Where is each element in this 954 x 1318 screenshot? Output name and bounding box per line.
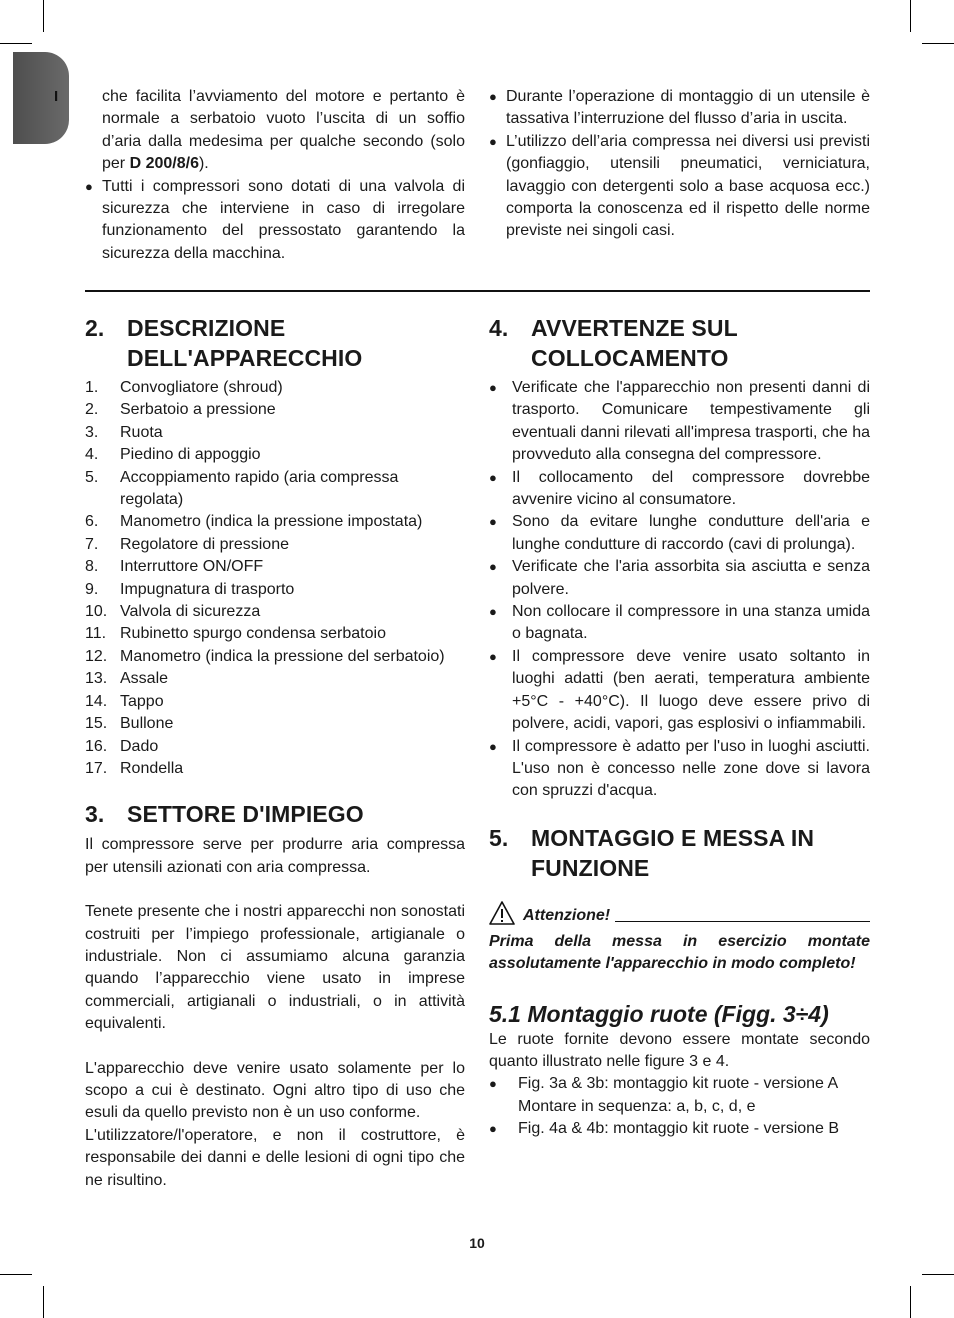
list-item-number: 9.: [85, 580, 99, 598]
section-4-heading: [489, 313, 870, 373]
warning-label: Attenzione!: [523, 906, 611, 924]
list-item-number: 7.: [85, 535, 99, 553]
section-5-heading: [489, 823, 870, 883]
list-item: [85, 444, 465, 466]
list-item: [85, 623, 465, 645]
bullet-item: [489, 1073, 870, 1118]
crop-mark: [43, 0, 44, 32]
section-title-line: AVVERTENZE SUL: [531, 315, 738, 341]
top-left-column: [85, 86, 465, 265]
bullet-item: [489, 1118, 870, 1140]
list-item: [85, 579, 465, 601]
bullet-dot: ●: [489, 1076, 497, 1092]
bullet-text: Montare in sequenza: a, b, c, d, e: [518, 1097, 756, 1115]
crop-mark: [922, 1274, 954, 1275]
bullet-dot: ●: [489, 1121, 497, 1137]
bullet-text: Fig. 3a & 3b: montaggio kit ruote - versione A: [518, 1075, 839, 1093]
list-item-number: 12.: [85, 647, 108, 665]
bullet-dot: ●: [489, 648, 497, 664]
warning-text: Prima della messa in esercizio montate assolutamente l'apparecchio in modo completo!: [489, 932, 870, 973]
list-item: [85, 713, 465, 735]
bullet-item: [489, 646, 870, 736]
list-item-text: Serbatoio a pressione: [120, 401, 276, 419]
bullet-dot: ●: [489, 604, 497, 620]
crop-mark: [910, 0, 911, 32]
section-title-line: FUNZIONE: [531, 854, 650, 881]
bullet-dot: ●: [489, 89, 497, 104]
paragraph-tail: ).: [198, 155, 209, 173]
section-title-line: DESCRIZIONE: [127, 315, 286, 341]
list-item-text: Piedino di appoggio: [120, 446, 261, 464]
list-item-number: 15.: [85, 715, 108, 733]
list-item-text: Rondella: [120, 759, 184, 777]
language-tab-label: I: [54, 88, 59, 105]
list-item: [85, 691, 465, 713]
section-title-line: SETTORE D'IMPIEGO: [127, 801, 364, 828]
list-item-text: Regolatore di pressione: [120, 535, 289, 553]
list-item-number: 1.: [85, 379, 99, 396]
section-number: 5.: [489, 824, 509, 851]
list-item: [85, 422, 465, 444]
bullet-text: Verificate che l'aria assorbita sia asciutta e senza polvere.: [512, 558, 870, 598]
list-item-text: Valvola di sicurezza: [120, 603, 261, 621]
list-item: [85, 646, 465, 668]
bullet-text: Il compressore deve venire usato soltanto in luoghi adatti (ben aerati, temperatura ambiente +5°C - +40°C). Il luogo deve essere privo di polvere, acidi, vapori, gas esplosivi o infiammabili.: [512, 647, 870, 733]
list-item: [85, 377, 465, 399]
bullet-dot: ●: [489, 469, 497, 485]
list-item-text: Tappo: [120, 692, 164, 710]
bullet-text: Fig. 4a & 4b: montaggio kit ruote - versione B: [518, 1120, 840, 1138]
list-item-number: 13.: [85, 670, 108, 688]
list-item-text: Convogliatore (shroud): [120, 379, 283, 396]
crop-mark: [43, 1286, 44, 1318]
list-item-text: Rubinetto spurgo condensa serbatoio: [120, 625, 386, 643]
bullet-text: Tutti i compressori sono dotati di una valvola di sicurezza che interviene in caso di irregolare funzionamento del pressostato garantendo la sicurezza della macchina.: [102, 177, 465, 262]
bullet-dot: ●: [489, 738, 497, 754]
bullet-item: [85, 176, 465, 266]
warning-rule: [615, 921, 870, 922]
bullet-item: [489, 736, 870, 803]
paragraph: Le ruote fornite devono essere montate secondo quanto illustrato nelle figure 3 e 4.: [489, 1030, 870, 1070]
section-title-line: DELL'APPARECCHIO: [127, 345, 363, 371]
parts-list: [85, 377, 465, 780]
section-3-heading: [85, 799, 465, 829]
list-item: [85, 467, 465, 512]
continued-paragraph: [85, 86, 465, 176]
language-tab: [13, 52, 69, 144]
crop-mark: [0, 1274, 32, 1275]
bullet-item: [489, 601, 870, 646]
section-5-1-heading: 5.1 Montaggio ruote (Figg. 3÷4): [489, 1000, 829, 1027]
list-item: [85, 511, 465, 533]
list-item-text: Accoppiamento rapido (aria compressa regolata): [120, 468, 399, 509]
right-column: [489, 313, 870, 1141]
section-divider: [85, 290, 870, 292]
bullet-text: Verificate che l'apparecchio non presenti danni di trasporto. Comunicare tempestivamente gli eventuali danni rilevati all'impresa trasporti, che ha provveduto alla consegna del compressore.: [512, 379, 870, 464]
bullet-dot: ●: [489, 133, 497, 149]
paragraph: Tenete presente che i nostri apparecchi non sonostati costruiti per l’impiego professionale, artigianale o industriale. Non ci assumiamo alcuna garanzia quando l’apparecchio viene usato in imprese commerciali, artigianali o industriali, o in attività equivalenti.: [85, 903, 465, 1033]
paragraph: Il compressore serve per produrre aria compressa per utensili azionati con aria compressa.: [85, 836, 465, 876]
list-item-number: 10.: [85, 603, 108, 621]
list-item: [85, 556, 465, 578]
bullet-item: [489, 467, 870, 512]
list-item-number: 8.: [85, 558, 99, 576]
list-item: [85, 399, 465, 421]
bullet-text: Sono da evitare lunghe condutture dell'aria e lunghe condutture di raccordo (cavi di prolunga).: [512, 513, 870, 553]
bullet-item: [489, 131, 870, 243]
left-column: [85, 313, 465, 1192]
paragraph-text: che facilita l’avviamento del motore e pertanto è normale a serbatoio vuoto l’uscita di un soffio d’aria dalla medesima per qualche secondo (solo per: [102, 88, 465, 173]
bullet-dot: ●: [489, 514, 497, 530]
list-item: [85, 668, 465, 690]
list-item: [85, 758, 465, 780]
page-number: 10: [469, 1235, 485, 1251]
section-number: 3.: [85, 801, 105, 828]
list-item-text: Manometro (indica la pressione impostata): [120, 513, 423, 531]
list-item-number: 11.: [85, 625, 107, 643]
section-number: 2.: [85, 315, 105, 341]
section-number: 4.: [489, 315, 509, 341]
section-title-line: MONTAGGIO E MESSA IN: [531, 824, 815, 851]
list-item-number: 16.: [85, 737, 108, 755]
list-item: [85, 736, 465, 758]
list-item-number: 3.: [85, 423, 99, 441]
bullet-text: Il collocamento del compressore dovrebbe avvenire vicino al consumatore.: [512, 468, 870, 509]
crop-mark: [922, 43, 954, 44]
placement-bullets: [489, 377, 870, 803]
list-item-text: Manometro (indica la pressione del serbatoio): [120, 647, 445, 665]
list-item-number: 6.: [85, 513, 99, 531]
list-item-number: 17.: [85, 759, 108, 777]
bullet-item: [489, 511, 870, 556]
crop-mark: [0, 43, 32, 44]
list-item-text: Ruota: [120, 423, 163, 441]
list-item-number: 14.: [85, 692, 108, 710]
list-item-text: Dado: [120, 737, 159, 755]
list-item-text: Interruttore ON/OFF: [120, 558, 264, 576]
list-item: [85, 601, 465, 623]
top-right-column: [489, 86, 870, 243]
bullet-text: Non collocare il compressore in una stanza umida o bagnata.: [512, 603, 870, 643]
crop-mark: [910, 1286, 911, 1318]
section-title-line: COLLOCAMENTO: [531, 345, 729, 371]
list-item-number: 5.: [85, 468, 99, 486]
list-item-number: 4.: [85, 446, 99, 464]
list-item-text: Assale: [120, 670, 169, 688]
paragraph: L'apparecchio deve venire usato solamente per lo scopo a cui è destinato. Ogni altro tipo di uso che esuli da quello previsto non è un uso conforme.: [85, 1059, 465, 1122]
bullet-dot: ●: [489, 559, 497, 575]
bullet-item: [489, 86, 870, 131]
list-item-text: Impugnatura di trasporto: [120, 580, 295, 598]
bullet-item: [489, 377, 870, 467]
warning-header: [489, 899, 870, 925]
bullet-dot: ●: [489, 380, 497, 395]
bullet-text: Il compressore è adatto per l'uso in luoghi asciutti. L'uso non è concesso nelle zone dove si lavora con spruzzi d'acqua.: [512, 737, 870, 800]
bullet-text: Durante l’operazione di montaggio di un utensile è tassativa l’interruzione del flusso d’aria in uscita.: [506, 88, 870, 128]
paragraph: L'utilizzatore/l'operatore, e non il costruttore, è responsabile dei danni e delle lesioni di ogni tipo che ne risultino.: [85, 1126, 465, 1189]
bullet-item: [489, 556, 870, 601]
list-item: [85, 534, 465, 556]
bullet-dot: ●: [85, 178, 93, 194]
list-item-number: 2.: [85, 401, 99, 419]
bullet-text: L’utilizzo dell’aria compressa nei diversi usi previsti (gonfiaggio, utensili pneumatici, verniciatura, lavaggio con detergenti solo a base acquosa ecc.) comporta la conoscenza ed il rispetto delle norme previste nei singoli casi.: [506, 132, 870, 240]
section-2-heading: [85, 313, 465, 373]
model-code: D 200/8/6: [129, 155, 199, 173]
list-item-text: Bullone: [120, 715, 174, 733]
warning-icon: [489, 901, 515, 925]
